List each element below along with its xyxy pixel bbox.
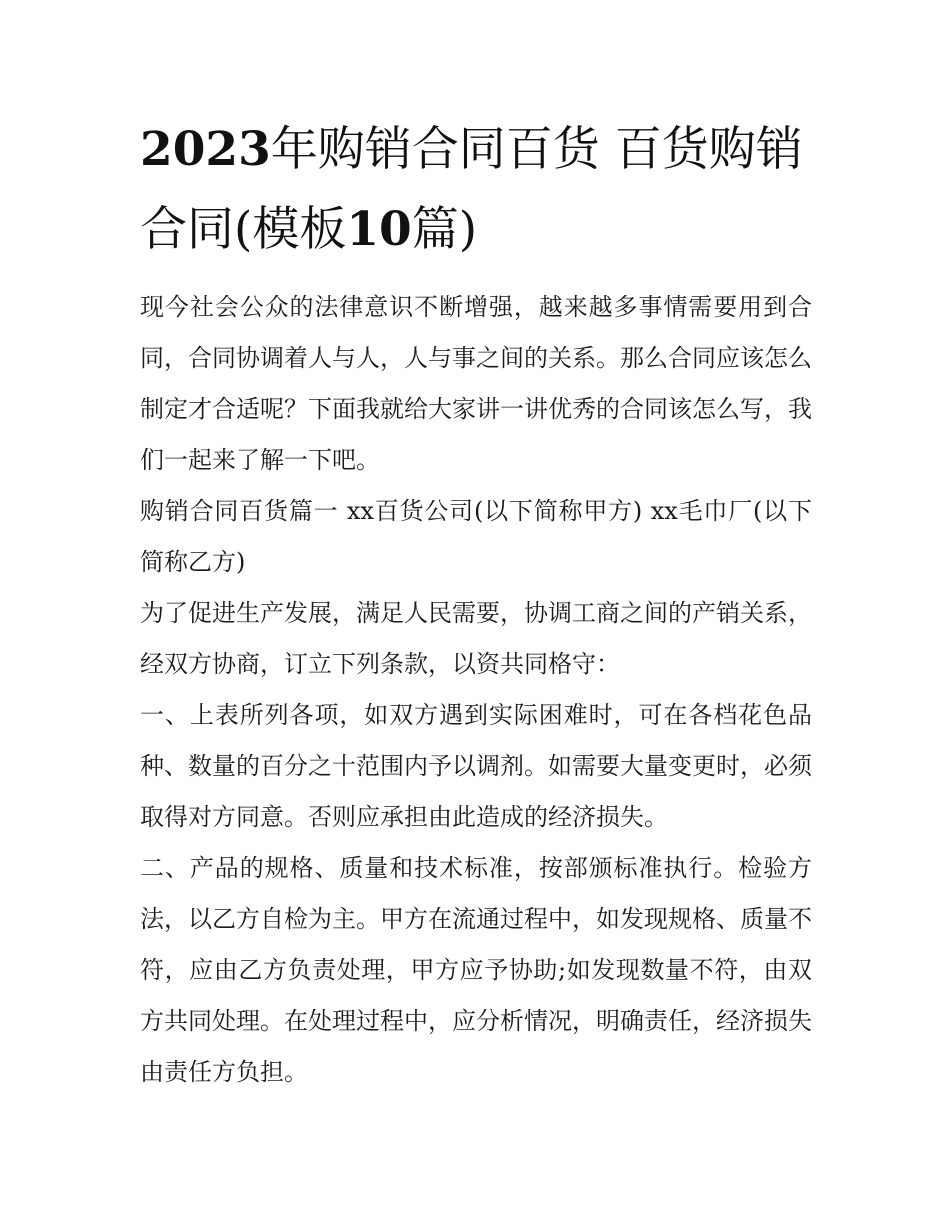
document-page [140, 110, 812, 1098]
paragraph-clause-1: 一、上表所列各项，如双方遇到实际困难时，可在各档花色品种、数量的百分之十范围内予以调剂。如需要大量变更时，必须取得对方同意。否则应承担由此造成的经济损失。 [140, 701, 812, 831]
document-body [140, 282, 812, 1098]
title-middle: 年购销合同百货 百货购销合同(模板 [140, 122, 803, 257]
paragraph-parties: 购销合同百货篇一 xx百货公司(以下简称甲方) xx毛巾厂(以下简称乙方) [140, 497, 812, 576]
title-number: 10 [346, 202, 412, 257]
paragraph-intro: 现今社会公众的法律意识不断增强，越来越多事情需要用到合同，合同协调着人与人，人与事之间的关系。那么合同应该怎么制定才合适呢？下面我就给大家讲一讲优秀的合同该怎么写，我们一起来了解一下吧。 [140, 293, 812, 474]
document-title [140, 110, 812, 270]
title-year: 2023 [140, 122, 271, 177]
paragraph-clause-2: 二、产品的规格、质量和技术标准，按部颁标准执行。检验方法，以乙方自检为主。甲方在流通过程中，如发现规格、质量不符，应由乙方负责处理，甲方应予协助;如发现数量不符，由双方共同处理。在处理过程中，应分析情况，明确责任，经济损失由责任方负担。 [140, 854, 812, 1086]
title-end: 篇) [411, 202, 478, 257]
paragraph-purpose: 为了促进生产发展，满足人民需要，协调工商之间的产销关系，经双方协商，订立下列条款，以资共同格守： [140, 599, 812, 678]
